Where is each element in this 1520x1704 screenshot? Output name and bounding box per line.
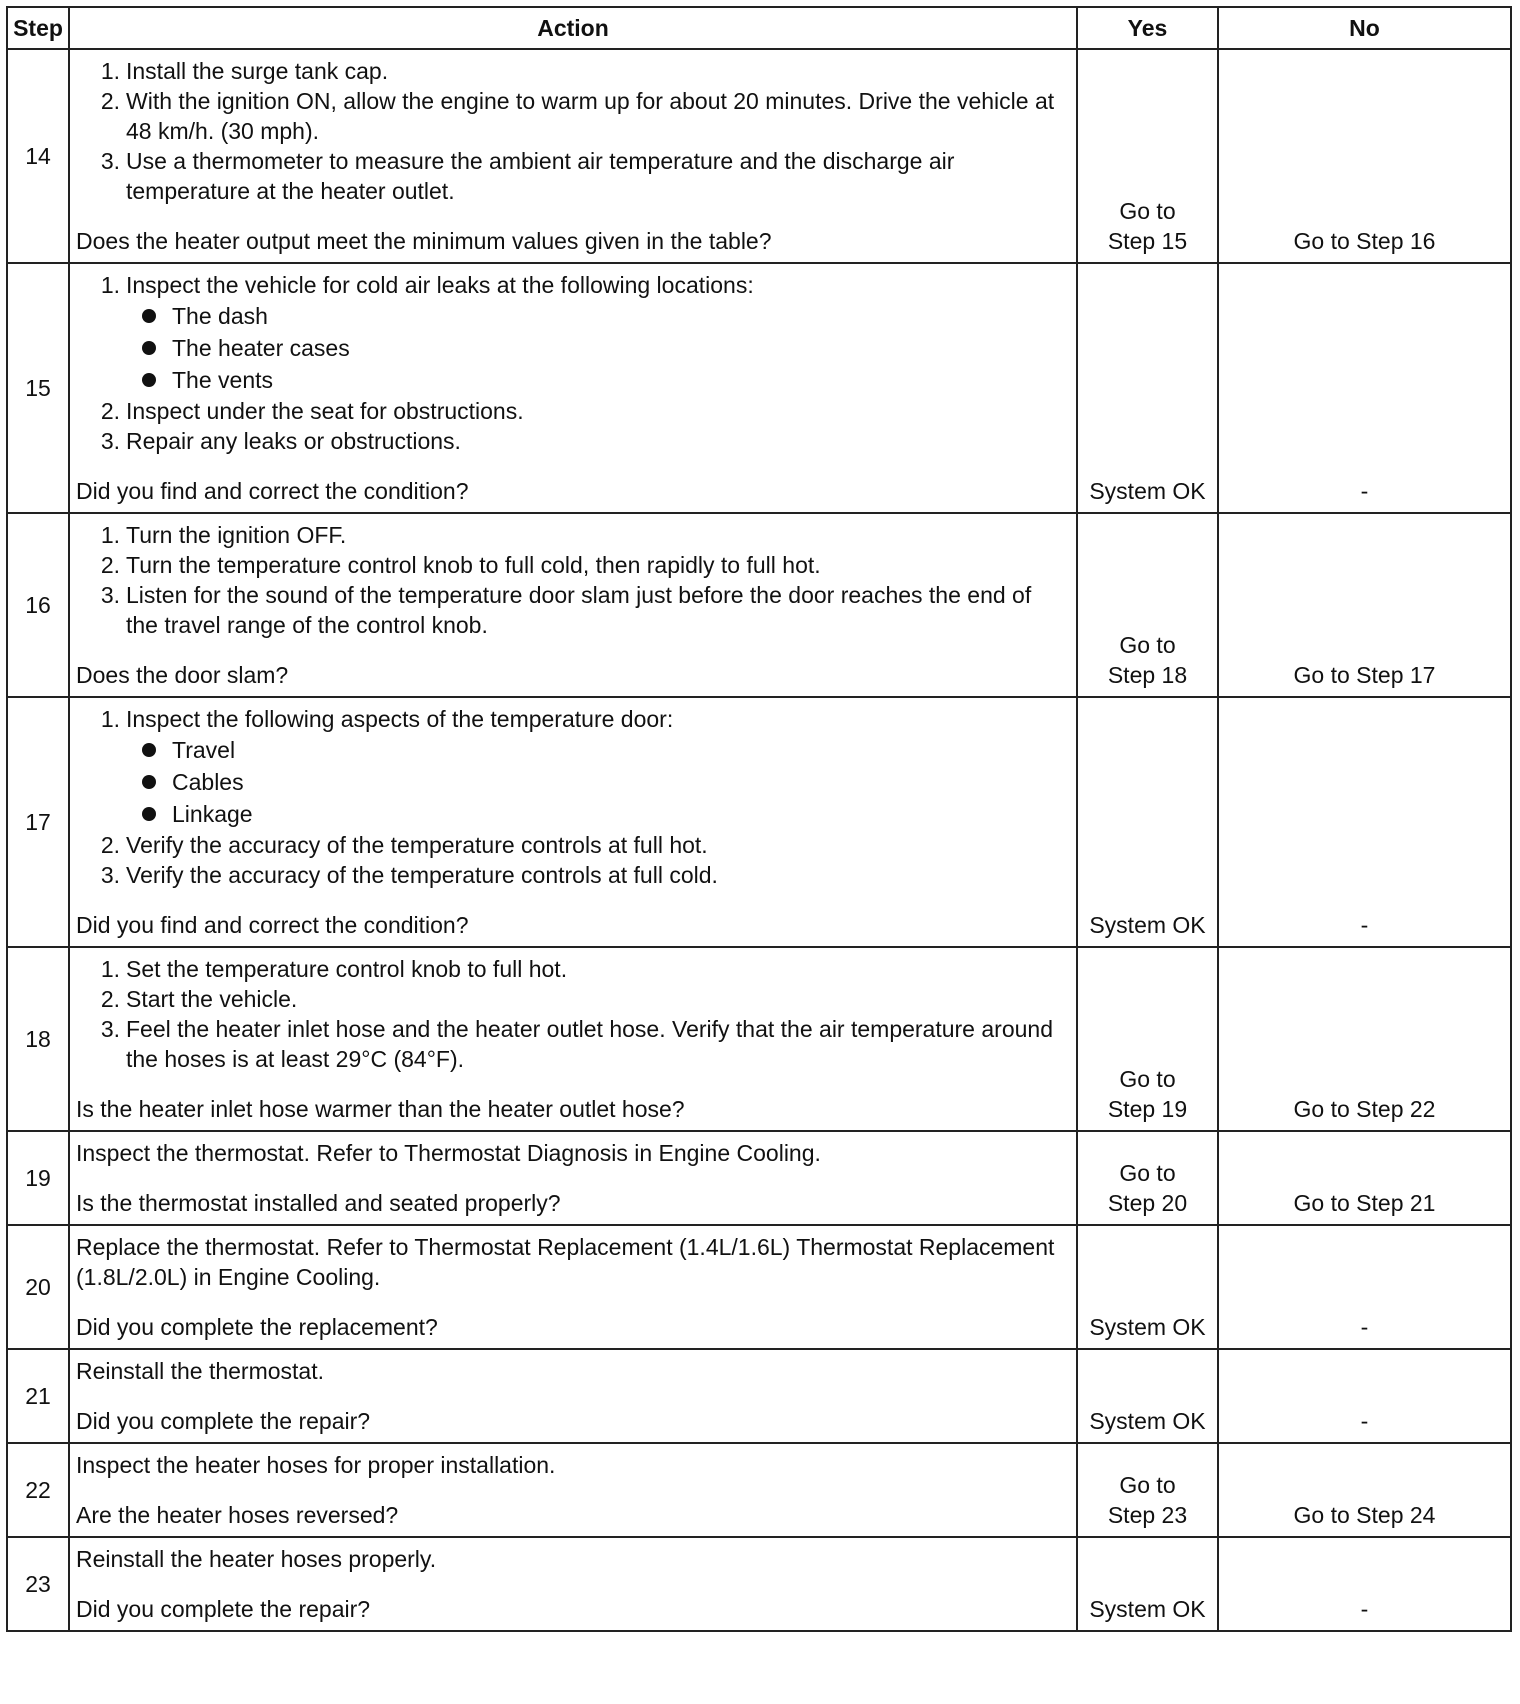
- header-action: Action: [69, 7, 1077, 49]
- table-row: [7, 1225, 1511, 1349]
- bullet-item: [76, 734, 1068, 766]
- instruction-item: [76, 580, 1068, 640]
- yes-outcome: System OK: [1089, 912, 1206, 938]
- instruction-text: Turn the ignition OFF.: [126, 522, 347, 548]
- no-outcome: Go to Step 24: [1218, 1443, 1511, 1537]
- yes-outcome: System OK: [1089, 1314, 1206, 1340]
- instruction-text: Inspect the vehicle for cold air leaks at the following locations:: [126, 272, 754, 298]
- yes-cell: [1077, 263, 1218, 513]
- instruction-text: Repair any leaks or obstructions.: [126, 428, 461, 454]
- question-text: Does the door slam?: [76, 662, 289, 688]
- bullet-text: The heater cases: [172, 335, 350, 361]
- yes-cell: [1077, 1443, 1218, 1537]
- question-text: Are the heater hoses reversed?: [76, 1502, 399, 1528]
- yes-outcome: System OK: [1089, 1408, 1206, 1434]
- bullet-text: Travel: [172, 737, 236, 763]
- instruction-number: 2.: [100, 986, 120, 1012]
- step-number: 17: [7, 697, 69, 947]
- action-cell: [69, 263, 1077, 513]
- yes-cell: [1077, 947, 1218, 1131]
- yes-outcome: Go to: [1119, 198, 1176, 224]
- step-number: 21: [7, 1349, 69, 1443]
- table-body: [7, 49, 1511, 1631]
- step-number: 19: [7, 1131, 69, 1225]
- yes-cell: [1077, 1349, 1218, 1443]
- yes-outcome: Step 18: [1107, 662, 1188, 688]
- yes-outcome: Step 23: [1107, 1502, 1188, 1528]
- instruction-text: Use a thermometer to measure the ambient air temperature and the discharge air temperature at the heater outlet.: [126, 148, 955, 204]
- action-text: Inspect the thermostat. Refer to Thermostat Diagnosis in Engine Cooling.: [76, 1140, 821, 1166]
- instruction-text: Verify the accuracy of the temperature controls at full hot.: [126, 832, 708, 858]
- instruction-item: [76, 520, 1068, 550]
- bullet-text: The vents: [172, 367, 273, 393]
- instruction-number: 1.: [100, 706, 120, 732]
- bullet-item: [76, 364, 1068, 396]
- header-no: No: [1218, 7, 1511, 49]
- action-cell: [69, 697, 1077, 947]
- yes-outcome: Step 19: [1107, 1096, 1188, 1122]
- instruction-number: 3.: [100, 1016, 120, 1042]
- bullet-item: [76, 332, 1068, 364]
- question-text: Is the thermostat installed and seated properly?: [76, 1190, 561, 1216]
- table-row: [7, 947, 1511, 1131]
- step-number: 15: [7, 263, 69, 513]
- table-row: [7, 263, 1511, 513]
- yes-outcome: Go to: [1119, 632, 1176, 658]
- instruction-number: 2.: [100, 552, 120, 578]
- step-number: 16: [7, 513, 69, 697]
- table-row: [7, 1131, 1511, 1225]
- bullet-icon: [142, 743, 156, 757]
- action-cell: [69, 1131, 1077, 1225]
- no-outcome: Go to Step 21: [1218, 1131, 1511, 1225]
- instruction-number: 3.: [100, 862, 120, 888]
- instruction-item: [76, 704, 1068, 734]
- no-outcome: -: [1218, 697, 1511, 947]
- step-number: 20: [7, 1225, 69, 1349]
- no-outcome: -: [1218, 1537, 1511, 1631]
- instruction-number: 2.: [100, 398, 120, 424]
- yes-cell: [1077, 513, 1218, 697]
- instruction-item: [76, 86, 1068, 146]
- instruction-item: [76, 270, 1068, 300]
- instruction-item: [76, 56, 1068, 86]
- bullet-text: Linkage: [172, 801, 253, 827]
- bullet-icon: [142, 373, 156, 387]
- question-text: Did you complete the replacement?: [76, 1314, 438, 1340]
- yes-cell: [1077, 49, 1218, 263]
- step-number: 14: [7, 49, 69, 263]
- step-number: 18: [7, 947, 69, 1131]
- instruction-item: [76, 860, 1068, 890]
- instruction-number: 1.: [100, 522, 120, 548]
- instruction-number: 3.: [100, 582, 120, 608]
- instruction-number: 2.: [100, 832, 120, 858]
- yes-outcome: Step 20: [1107, 1190, 1188, 1216]
- step-number: 22: [7, 1443, 69, 1537]
- diagnostic-page: [6, 6, 1510, 1632]
- yes-cell: [1077, 697, 1218, 947]
- action-cell: [69, 1537, 1077, 1631]
- yes-cell: [1077, 1131, 1218, 1225]
- step-number: 23: [7, 1537, 69, 1631]
- action-text: Inspect the heater hoses for proper installation.: [76, 1452, 556, 1478]
- question-text: Did you find and correct the condition?: [76, 478, 469, 504]
- bullet-icon: [142, 775, 156, 789]
- action-text: Reinstall the heater hoses properly.: [76, 1546, 437, 1572]
- header-yes: Yes: [1077, 7, 1218, 49]
- table-row: [7, 49, 1511, 263]
- action-cell: [69, 1225, 1077, 1349]
- question-text: Does the heater output meet the minimum values given in the table?: [76, 228, 772, 254]
- bullet-icon: [142, 341, 156, 355]
- action-cell: [69, 49, 1077, 263]
- header-step: Step: [7, 7, 69, 49]
- instruction-item: [76, 830, 1068, 860]
- table-row: [7, 1349, 1511, 1443]
- no-outcome: -: [1218, 1349, 1511, 1443]
- instruction-number: 3.: [100, 428, 120, 454]
- bullet-icon: [142, 807, 156, 821]
- yes-outcome: System OK: [1089, 478, 1206, 504]
- instruction-text: Feel the heater inlet hose and the heater outlet hose. Verify that the air temperature around the hoses is at least 29°C (84°F).: [126, 1016, 1053, 1072]
- bullet-item: [76, 300, 1068, 332]
- instruction-text: With the ignition ON, allow the engine to warm up for about 20 minutes. Drive the vehicle at 48 km/h. (30 mph).: [126, 88, 1055, 144]
- action-text: Reinstall the thermostat.: [76, 1358, 325, 1384]
- yes-cell: [1077, 1537, 1218, 1631]
- question-text: Did you complete the repair?: [76, 1408, 371, 1434]
- instruction-item: [76, 984, 1068, 1014]
- instruction-number: 1.: [100, 272, 120, 298]
- diagnostic-table: [6, 6, 1512, 1632]
- instruction-number: 1.: [100, 58, 120, 84]
- yes-outcome: Go to: [1119, 1066, 1176, 1092]
- action-cell: [69, 1443, 1077, 1537]
- question-text: Did you find and correct the condition?: [76, 912, 469, 938]
- action-cell: [69, 1349, 1077, 1443]
- bullet-item: [76, 766, 1068, 798]
- question-text: Did you complete the repair?: [76, 1596, 371, 1622]
- instruction-text: Install the surge tank cap.: [126, 58, 389, 84]
- instruction-number: 1.: [100, 956, 120, 982]
- instruction-text: Listen for the sound of the temperature door slam just before the door reaches the end of the travel range of the control knob.: [126, 582, 1032, 638]
- instruction-item: [76, 1014, 1068, 1074]
- table-row: [7, 1443, 1511, 1537]
- instruction-text: Inspect under the seat for obstructions.: [126, 398, 524, 424]
- instruction-item: [76, 146, 1068, 206]
- instruction-item: [76, 396, 1068, 426]
- no-outcome: Go to Step 16: [1218, 49, 1511, 263]
- instruction-text: Start the vehicle.: [126, 986, 298, 1012]
- bullet-item: [76, 798, 1068, 830]
- action-cell: [69, 947, 1077, 1131]
- yes-outcome: System OK: [1089, 1596, 1206, 1622]
- instruction-item: [76, 954, 1068, 984]
- table-row: [7, 697, 1511, 947]
- header-row: [7, 7, 1511, 49]
- no-outcome: -: [1218, 1225, 1511, 1349]
- bullet-icon: [142, 309, 156, 323]
- instruction-text: Verify the accuracy of the temperature controls at full cold.: [126, 862, 718, 888]
- instruction-text: Set the temperature control knob to full hot.: [126, 956, 568, 982]
- yes-outcome: Step 15: [1107, 228, 1188, 254]
- yes-outcome: Go to: [1119, 1160, 1176, 1186]
- bullet-text: Cables: [172, 769, 244, 795]
- yes-cell: [1077, 1225, 1218, 1349]
- table-row: [7, 1537, 1511, 1631]
- table-row: [7, 513, 1511, 697]
- no-outcome: -: [1218, 263, 1511, 513]
- action-cell: [69, 513, 1077, 697]
- instruction-text: Turn the temperature control knob to full cold, then rapidly to full hot.: [126, 552, 821, 578]
- instruction-text: Inspect the following aspects of the temperature door:: [126, 706, 674, 732]
- no-outcome: Go to Step 22: [1218, 947, 1511, 1131]
- yes-outcome: Go to: [1119, 1472, 1176, 1498]
- question-text: Is the heater inlet hose warmer than the heater outlet hose?: [76, 1096, 685, 1122]
- bullet-text: The dash: [172, 303, 268, 329]
- instruction-number: 3.: [100, 148, 120, 174]
- instruction-item: [76, 550, 1068, 580]
- no-outcome: Go to Step 17: [1218, 513, 1511, 697]
- instruction-item: [76, 426, 1068, 456]
- instruction-number: 2.: [100, 88, 120, 114]
- action-text: Replace the thermostat. Refer to Thermostat Replacement (1.4L/1.6L) Thermostat Replacement (1.8L/2.0L) in Engine Cooling.: [76, 1234, 1055, 1290]
